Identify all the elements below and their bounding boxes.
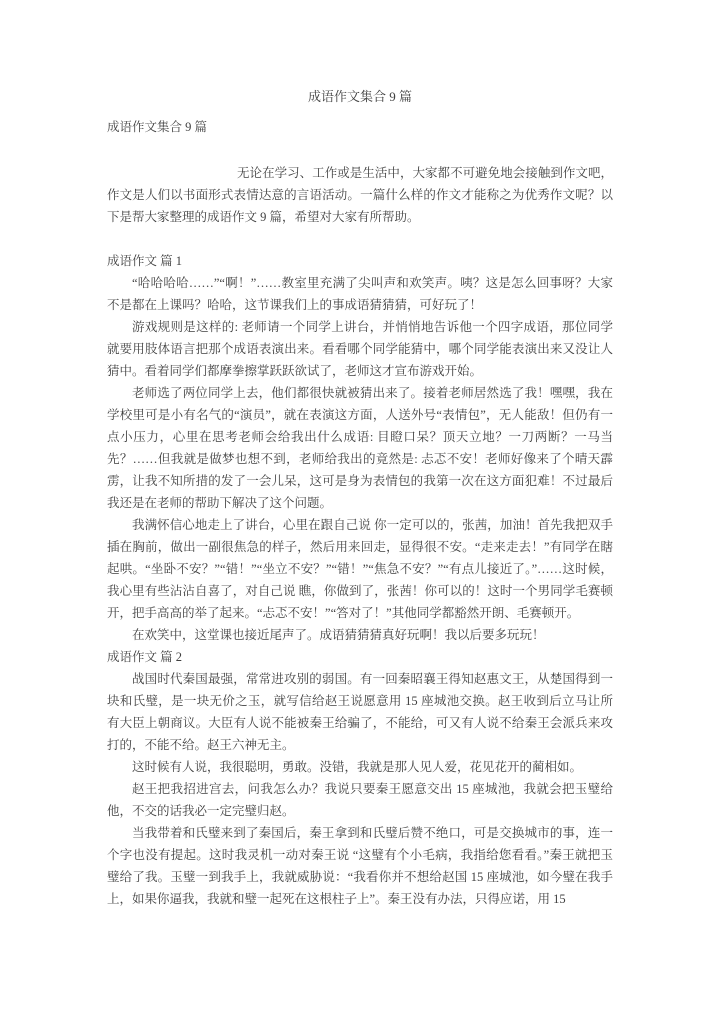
section-2-paragraph-3: 赵王把我招进宫去，问我怎么办？我说只要秦王愿意交出 15 座城池，我就会把玉璧给他，不交的话我必一定完璧归赵。 [107, 782, 613, 818]
document-title: 成语作文集合 9 篇 [307, 89, 412, 104]
section-1-paragraph-3: 老师选了两位同学上去，他们都很快就被猜出来了。接着老师居然选了我！嘿嘿，我在学校里可是小有名气的“演员”，就在表演这方面，人送外号“表情包”，无人能敌！但仍有一点小压力，心里在思考老师会给我出什么成语: 目瞪口呆？顶天立地？一刀两断？一马当先？……但我就是做梦也想不到，老师给我出的竟然是: 忐忑不安！老师好像来了个晴天霹雳，让我不知所措的发了一会儿呆，这可是身为表情包的我第一次在这方面犯难！不过最后我还是在老师的帮助下解决了这个问题。 [107, 386, 613, 510]
section-2-paragraph-4: 当我带着和氏璧来到了秦国后，秦王拿到和氏璧后赞不绝口，可是交换城市的事，连一个字也没有提起。这时我灵机一动对秦王说 “这璧有个小毛病，我指给您看看。”秦王就把玉璧给了我。玉璧一到我手上，我就威胁说：“我看你并不想给赵国 15 座城池，如今璧在我手上，如果你逼我，我就和璧一起死在这根柱子上”。秦王没有办法，只得应诺，用 15 [107, 826, 613, 906]
section-2-paragraph-2: 这时候有人说，我很聪明，勇敢。没错，我就是那人见人爱，花见花开的蔺相如。 [132, 760, 583, 774]
intro-paragraph: 无论在学习、工作或是生活中，大家都不可避免地会接触到作文吧，作文是人们以书面形式表情达意的言语活动。一篇什么样的作文才能称之为优秀作文呢？以下是帮大家整理的成语作文 9 篇，希望对大家有所帮助。 [107, 166, 613, 224]
document-subtitle: 成语作文集合 9 篇 [107, 120, 208, 134]
section-1-paragraph-4: 我满怀信心地走上了讲台，心里在跟自己说 你一定可以的，张茜，加油！首先我把双手插在胸前，做出一副很焦急的样子，然后用来回走，显得很不安。“走来走去！”有同学在瞎起哄。“坐卧不安？”“错！”“坐立不安？”“错！”“焦急不安？”“有点儿接近了。”……这时候，我心里有些沾沾自喜了，对自己说 瞧，你做到了，张茜！你可以的！这时一个男同学毛赛顿开，把手高高的举了起来。“忐忑不安！”“答对了！”其他同学都豁然开朗、毛赛顿开。 [107, 518, 613, 620]
section-1-heading: 成语作文 篇 1 [107, 254, 183, 268]
section-1-paragraph-2: 游戏规则是这样的: 老师请一个同学上讲台，并悄悄地告诉他一个四字成语，那位同学就要用肢体语言把那个成语表演出来。看看哪个同学能猜中，哪个同学能表演出来又没让人猜中。看着同学们都摩拳擦掌跃跃欲试了，老师这才宣布游戏开始。 [107, 320, 613, 378]
section-1-paragraph-1: “哈哈哈哈……”“啊！”……教室里充满了尖叫声和欢笑声。咦？这是怎么回事呀？大家不是都在上课吗？哈哈，这节课我们上的事成语猜猜猜，可好玩了！ [107, 276, 613, 312]
section-2-heading: 成语作文 篇 2 [107, 650, 183, 664]
section-2-paragraph-1: 战国时代秦国最强，常常进攻别的弱国。有一回秦昭襄王得知赵惠文王，从楚国得到一块和氏璧，是一块无价之玉，就写信给赵王说愿意用 15 座城池交换。赵王收到后立马让所有大臣上朝商议。大臣有人说不能被秦王给骗了，不能给，可又有人说不给秦王会派兵来攻打的，不能不给。赵王六神无主。 [107, 672, 613, 752]
section-1-paragraph-5: 在欢笑中，这堂课也接近尾声了。成语猜猜猜真好玩啊！我以后要多玩玩！ [132, 628, 545, 642]
